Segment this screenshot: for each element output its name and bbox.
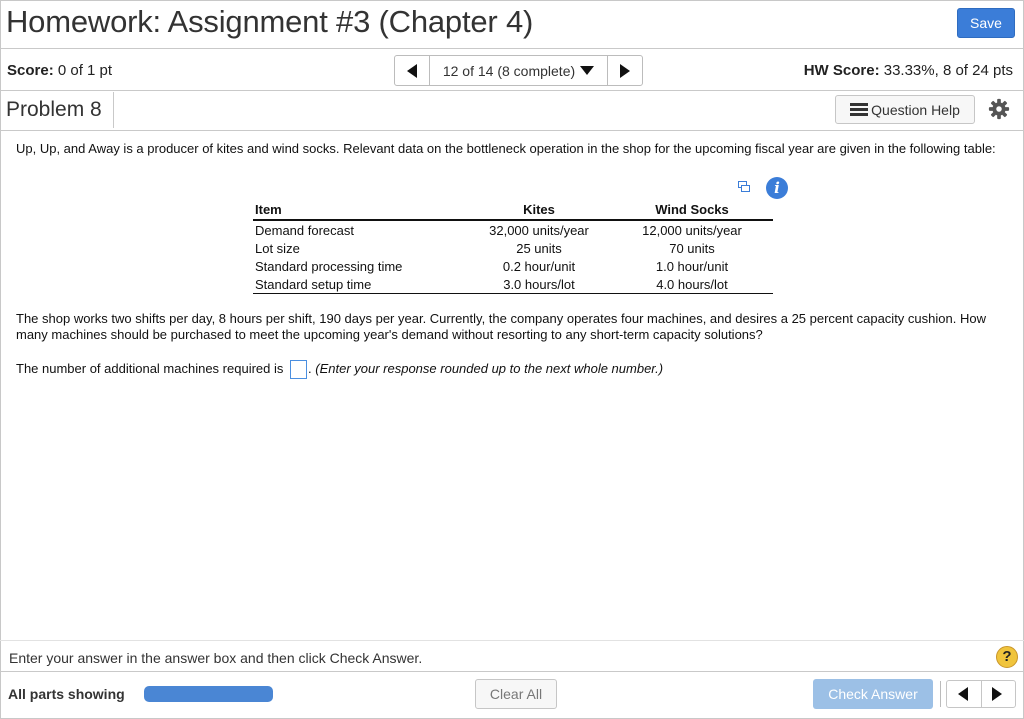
footer-instruction: Enter your answer in the answer box and then click Check Answer. [9,650,423,666]
help-question-icon[interactable]: ? [996,646,1018,668]
title-bar [0,0,1024,48]
hw-score-label: HW Score: [803,62,880,79]
answer-input[interactable] [290,360,307,379]
table-row [253,239,773,257]
table-cell: 32,000 units/year [489,222,589,238]
table-cell: Standard setup time [253,275,467,294]
problem-intro: Up, Up, and Away is a producer of kites and wind socks. Relevant data on the bottleneck operation in the shop for the upcoming fiscal year are given in the following table: [16,141,996,156]
save-button[interactable]: Save [957,8,1015,38]
score [7,62,112,79]
table-cell: 4.0 hours/lot [611,275,773,294]
answer-hint: (Enter your response rounded up to the next whole number.) [315,360,664,376]
footer-next-button[interactable] [982,681,1012,707]
footer-previous-button[interactable] [948,681,978,707]
answer-line [16,360,663,379]
hw-score [804,62,1013,79]
problem-label: Problem 8 [6,98,102,121]
problem-paragraph: The shop works two shifts per day, 8 hours per shift, 190 days per year. Currently, the company operates four machines, and desires a 25 percent capacity cushion. How many machines should be purchased to meet the upcoming year's demand without resorting to any short-term capacity solutions? [16,311,986,342]
question-select-dropdown[interactable] [430,56,607,85]
table-header: Item [253,200,467,220]
table-tools [738,177,790,199]
question-position: 12 of 14 (8 complete) [442,62,576,79]
page-title: Homework: Assignment #3 (Chapter 4) [6,4,534,39]
caret-down-icon [580,66,594,75]
table-header-row [253,200,773,220]
divider [0,48,1024,49]
table-cell: 70 units [669,240,715,256]
table-row [253,257,773,275]
table-cell: 3.0 hours/lot [467,275,611,294]
table-cell: Demand forecast [255,222,354,238]
table-cell: 0.2 hour/unit [502,258,576,274]
table-cell: Standard processing time [255,258,403,274]
table-header: Wind Socks [611,200,773,220]
check-answer-button[interactable]: Check Answer [813,679,933,709]
score-label: Score: [7,62,54,79]
arrow-right-icon [992,687,1002,701]
divider [0,640,1024,641]
question-help-label: Question Help [871,101,960,118]
clear-all-button[interactable]: Clear All [475,679,557,709]
table-cell: 12,000 units/year [642,222,742,238]
arrow-right-icon [620,64,630,78]
table-cell: Lot size [255,240,300,256]
divider [113,92,114,128]
table-row [253,220,773,239]
answer-punct: . [308,360,312,376]
divider [940,681,941,707]
table-row [253,275,773,294]
arrow-left-icon [958,687,968,701]
arrow-left-icon [407,64,417,78]
list-icon [850,103,868,117]
info-icon[interactable]: i [766,177,788,199]
table-header: Kites [467,200,611,220]
question-help-button[interactable] [835,95,975,124]
previous-question-button[interactable] [395,56,430,85]
question-navigator [394,55,643,86]
copy-icon[interactable] [738,181,750,193]
data-table [253,200,773,294]
next-question-button[interactable] [607,56,642,85]
parts-showing-label: All parts showing [8,686,125,702]
table-cell: 25 units [516,240,562,256]
divider [0,90,1024,91]
divider [0,130,1024,131]
divider [0,671,1024,672]
answer-prompt: The number of additional machines required is [16,360,284,376]
hw-score-value: 33.33%, 8 of 24 pts [883,62,1013,79]
table-cell: 1.0 hour/unit [655,258,729,274]
score-value: 0 of 1 pt [57,62,113,79]
progress-bar [144,686,273,702]
gear-icon[interactable] [988,98,1010,120]
